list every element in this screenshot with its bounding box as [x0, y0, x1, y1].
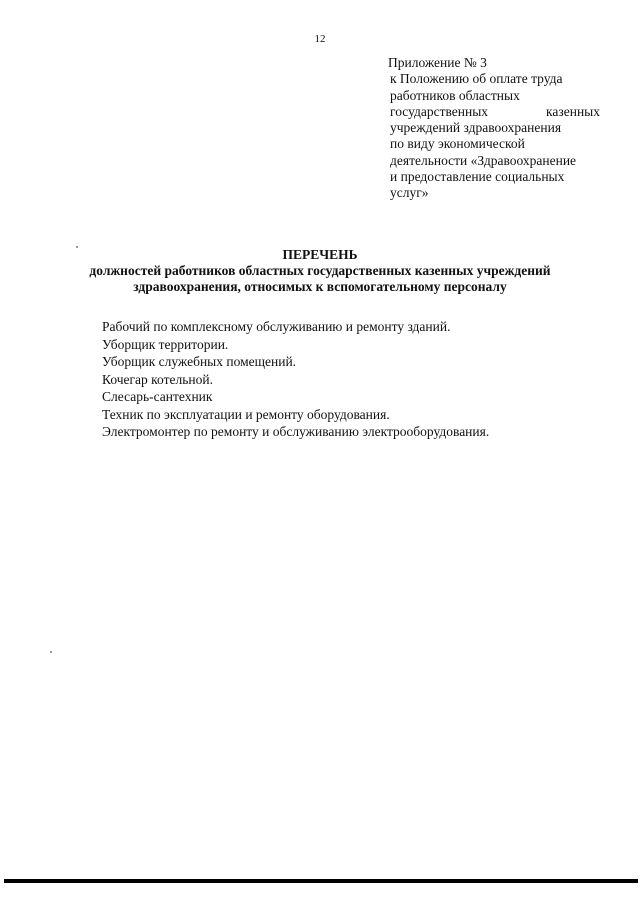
list-item: Слесарь-сантехник [102, 389, 213, 404]
heading-title: ПЕРЕЧЕНЬ [282, 247, 358, 262]
appendix-line: и предоставление социальных [390, 169, 565, 185]
page-number: 12 [314, 33, 326, 45]
positions-list [102, 318, 489, 441]
appendix-block [388, 55, 600, 202]
list-item: Уборщик служебных помещений. [102, 354, 297, 369]
appendix-line: услуг» [390, 185, 429, 201]
appendix-line: работников областных [390, 87, 520, 103]
appendix-line: учреждений здравоохранения [390, 120, 562, 136]
scan-speck [50, 651, 52, 653]
appendix-justified-line [388, 104, 600, 120]
appendix-word: казенных [546, 103, 600, 119]
heading-subtitle: должностей работников областных государственных казенных учреждений [89, 263, 551, 278]
bottom-border-line [4, 879, 638, 883]
list-item: Уборщик территории. [102, 336, 229, 352]
scan-speck [76, 246, 78, 248]
appendix-word: государственных [390, 103, 489, 119]
appendix-line: к Положению об оплате труда [390, 71, 563, 87]
appendix-line: по виду экономической [390, 136, 525, 152]
list-item: Кочегар котельной. [102, 371, 213, 387]
list-item: Электромонтер по ремонту и обслуживанию электрооборудования. [102, 424, 490, 439]
heading-subtitle: здравоохранения, относимых к вспомогательному персоналу [133, 279, 507, 294]
appendix-title: Приложение № 3 [388, 55, 487, 70]
list-item: Техник по эксплуатации и ремонту оборудования. [102, 406, 390, 422]
document-heading [0, 247, 640, 295]
list-item: Рабочий по комплексному обслуживанию и ремонту зданий. [102, 319, 451, 334]
appendix-line: деятельности «Здравоохранение [390, 152, 577, 168]
